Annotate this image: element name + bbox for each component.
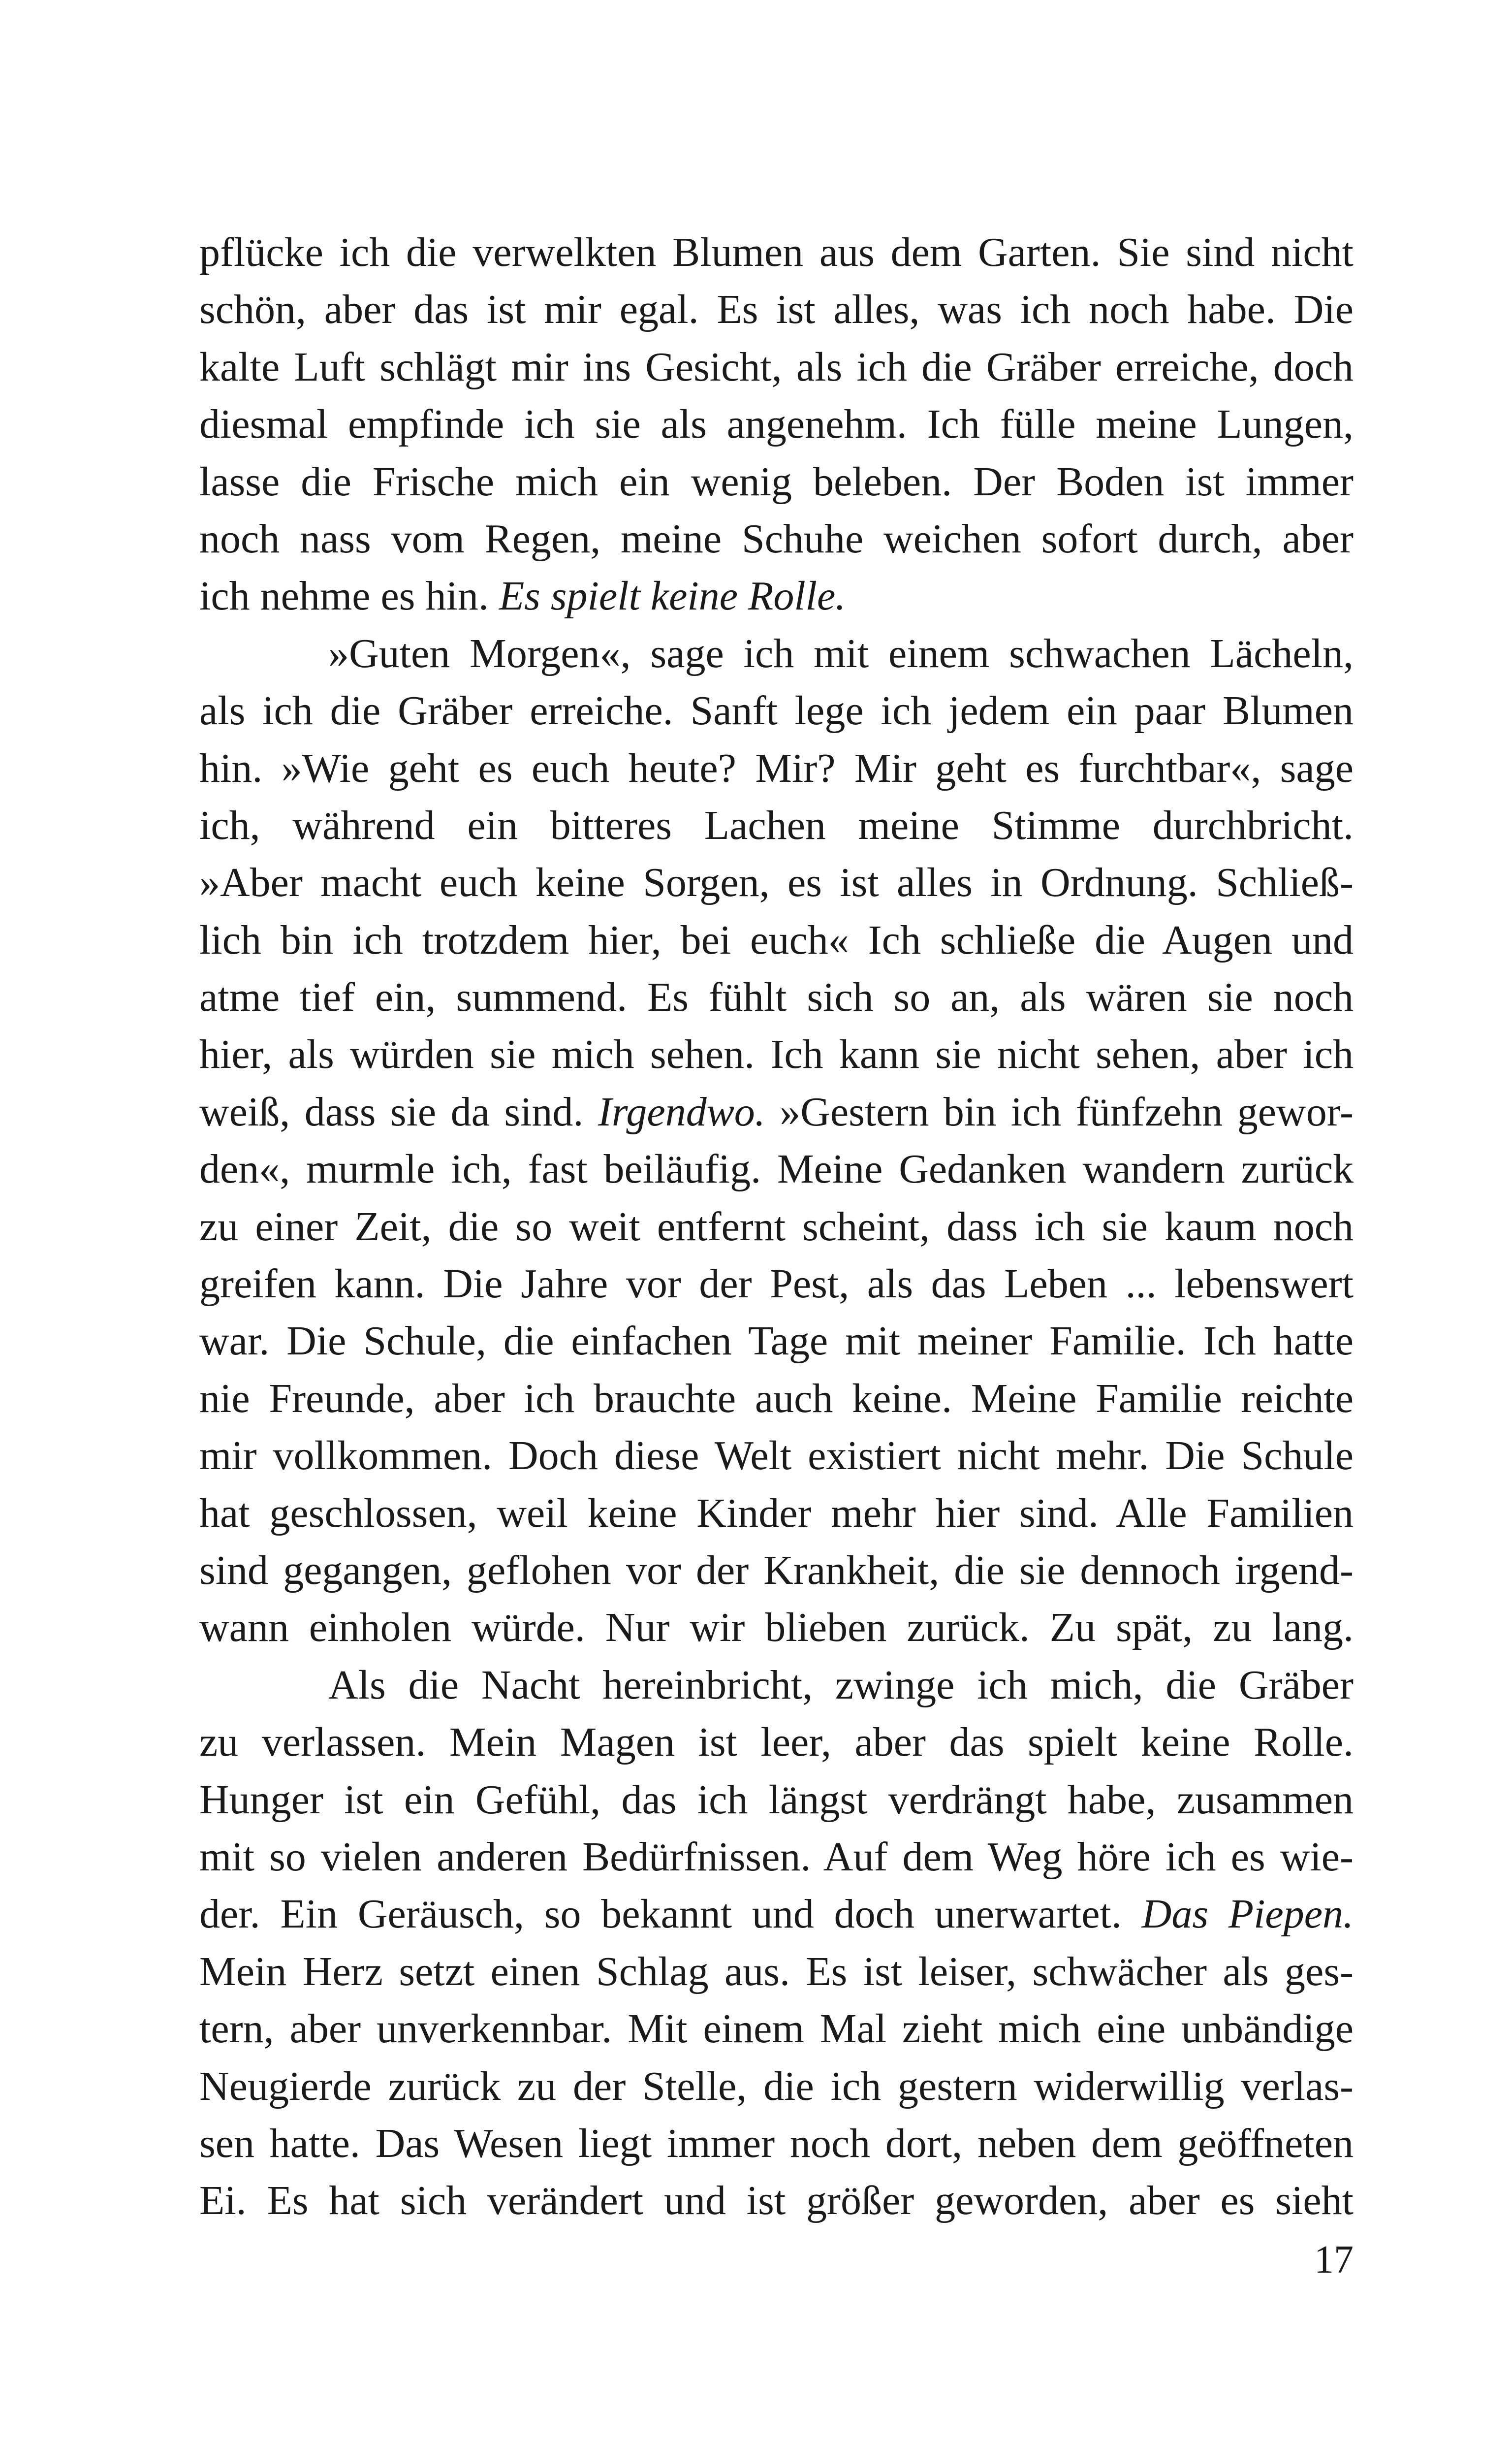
text-line bbox=[199, 2115, 1354, 2172]
text-line bbox=[199, 2000, 1354, 2057]
text-run: ich nehme es hin. bbox=[199, 573, 499, 619]
text-line bbox=[199, 969, 1354, 1026]
text-line bbox=[199, 1084, 1354, 1141]
italic-text: Das Piepen. bbox=[1141, 1891, 1354, 1937]
text-run: mir vollkommen. Doch diese Welt existiert nicht mehr. Die Schule bbox=[199, 1433, 1354, 1479]
text-line bbox=[199, 1370, 1354, 1427]
text-line bbox=[199, 1657, 1354, 1714]
text-run: hier, als würden sie mich sehen. Ich kann sie nicht sehen, aber ich bbox=[199, 1031, 1354, 1078]
text-run: noch nass vom Regen, meine Schuhe weichen sofort durch, aber bbox=[199, 515, 1354, 562]
text-run: wann einholen würde. Nur wir blieben zurück. Zu spät, zu lang. bbox=[199, 1605, 1354, 1651]
text-line bbox=[199, 396, 1354, 453]
text-run: zu einer Zeit, die so weit entfernt scheint, dass ich sie kaum noch bbox=[199, 1203, 1354, 1250]
text-run: sind gegangen, geflohen vor der Krankheit, die sie dennoch irgend- bbox=[199, 1547, 1354, 1593]
text-line bbox=[199, 1427, 1354, 1484]
text-run: Neugierde zurück zu der Stelle, die ich gestern widerwillig verlas- bbox=[199, 2063, 1354, 2109]
italic-text: Es spielt keine Rolle. bbox=[499, 573, 846, 619]
text-run: war. Die Schule, die einfachen Tage mit meiner Familie. Ich hatte bbox=[199, 1318, 1354, 1364]
text-run: ich, während ein bitteres Lachen meine Stimme durchbricht. bbox=[199, 802, 1354, 848]
text-line bbox=[199, 912, 1354, 969]
text-line bbox=[199, 1829, 1354, 1886]
text-line bbox=[199, 281, 1354, 338]
page-number: 17 bbox=[1314, 2238, 1354, 2282]
text-run: greifen kann. Die Jahre vor der Pest, als das Leben ... lebenswert bbox=[199, 1261, 1354, 1307]
text-line bbox=[199, 1771, 1354, 1829]
italic-text: Irgendwo. bbox=[598, 1089, 765, 1135]
text-line bbox=[199, 1141, 1354, 1198]
text-line bbox=[199, 1198, 1354, 1255]
text-line bbox=[199, 797, 1354, 854]
text-line bbox=[199, 740, 1354, 797]
text-line bbox=[199, 568, 1354, 625]
text-line bbox=[199, 453, 1354, 511]
text-line bbox=[199, 1026, 1354, 1083]
text-run: hat geschlossen, weil keine Kinder mehr hier sind. Alle Familien bbox=[199, 1490, 1354, 1536]
text-line bbox=[199, 1313, 1354, 1370]
text-run: schön, aber das ist mir egal. Es ist alles, was ich noch habe. Die bbox=[199, 287, 1354, 333]
text-run: tern, aber unverkennbar. Mit einem Mal zieht mich eine unbändige bbox=[199, 2006, 1354, 2052]
text-line bbox=[199, 625, 1354, 682]
text-line bbox=[199, 1255, 1354, 1313]
text-line bbox=[199, 1943, 1354, 2000]
text-line bbox=[199, 1886, 1354, 1943]
text-run: kalte Luft schlägt mir ins Gesicht, als ich die Gräber erreiche, doch bbox=[199, 344, 1354, 390]
text-run: atme tief ein, summend. Es fühlt sich so an, als wären sie noch bbox=[199, 974, 1354, 1021]
text-run: »Gestern bin ich fünfzehn gewor- bbox=[765, 1089, 1354, 1135]
text-line bbox=[199, 1599, 1354, 1656]
text-run: Als die Nacht hereinbricht, zwinge ich mich, die Gräber bbox=[328, 1662, 1354, 1708]
text-line bbox=[199, 224, 1354, 281]
text-run: sen hatte. Das Wesen liegt immer noch dort, neben dem geöffneten bbox=[199, 2120, 1354, 2166]
text-run: zu verlassen. Mein Magen ist leer, aber das spielt keine Rolle. bbox=[199, 1719, 1354, 1766]
text-line bbox=[199, 682, 1354, 739]
text-run: »Aber macht euch keine Sorgen, es ist alles in Ordnung. Schließ- bbox=[199, 860, 1354, 906]
text-run: der. Ein Geräusch, so bekannt und doch unerwartet. bbox=[199, 1891, 1142, 1937]
text-line bbox=[199, 1542, 1354, 1599]
text-line bbox=[199, 2172, 1354, 2229]
text-run: diesmal empfinde ich sie als angenehm. Ich fülle meine Lungen, bbox=[199, 401, 1354, 448]
text-line bbox=[199, 339, 1354, 396]
text-line bbox=[199, 1714, 1354, 1771]
text-run: Hunger ist ein Gefühl, das ich längst verdrängt habe, zusammen bbox=[199, 1776, 1354, 1823]
text-line bbox=[199, 1485, 1354, 1542]
text-run: den«, murmle ich, fast beiläufig. Meine Gedanken wandern zurück bbox=[199, 1146, 1354, 1192]
text-line bbox=[199, 2058, 1354, 2115]
text-run: weiß, dass sie da sind. bbox=[199, 1089, 598, 1135]
text-run: »Guten Morgen«, sage ich mit einem schwachen Lächeln, bbox=[328, 630, 1354, 676]
text-run: lich bin ich trotzdem hier, bei euch« Ich schließe die Augen und bbox=[199, 917, 1354, 963]
text-run: Ei. Es hat sich verändert und ist größer geworden, aber es sieht bbox=[199, 2178, 1354, 2224]
text-run: mit so vielen anderen Bedürfnissen. Auf dem Weg höre ich es wie- bbox=[199, 1833, 1354, 1880]
text-run: als ich die Gräber erreiche. Sanft lege ich jedem ein paar Blumen bbox=[199, 688, 1354, 734]
text-run: nie Freunde, aber ich brauchte auch keine. Meine Familie reichte bbox=[199, 1375, 1354, 1421]
text-line bbox=[199, 854, 1354, 911]
text-run: hin. »Wie geht es euch heute? Mir? Mir geht es furchtbar«, sage bbox=[199, 745, 1354, 791]
body-text bbox=[199, 224, 1354, 2230]
text-run: Mein Herz setzt einen Schlag aus. Es ist leiser, schwächer als ges- bbox=[199, 1948, 1354, 1994]
text-run: lasse die Frische mich ein wenig beleben. Der Boden ist immer bbox=[199, 458, 1354, 505]
text-line bbox=[199, 511, 1354, 568]
text-run: pflücke ich die verwelkten Blumen aus dem Garten. Sie sind nicht bbox=[199, 229, 1354, 275]
